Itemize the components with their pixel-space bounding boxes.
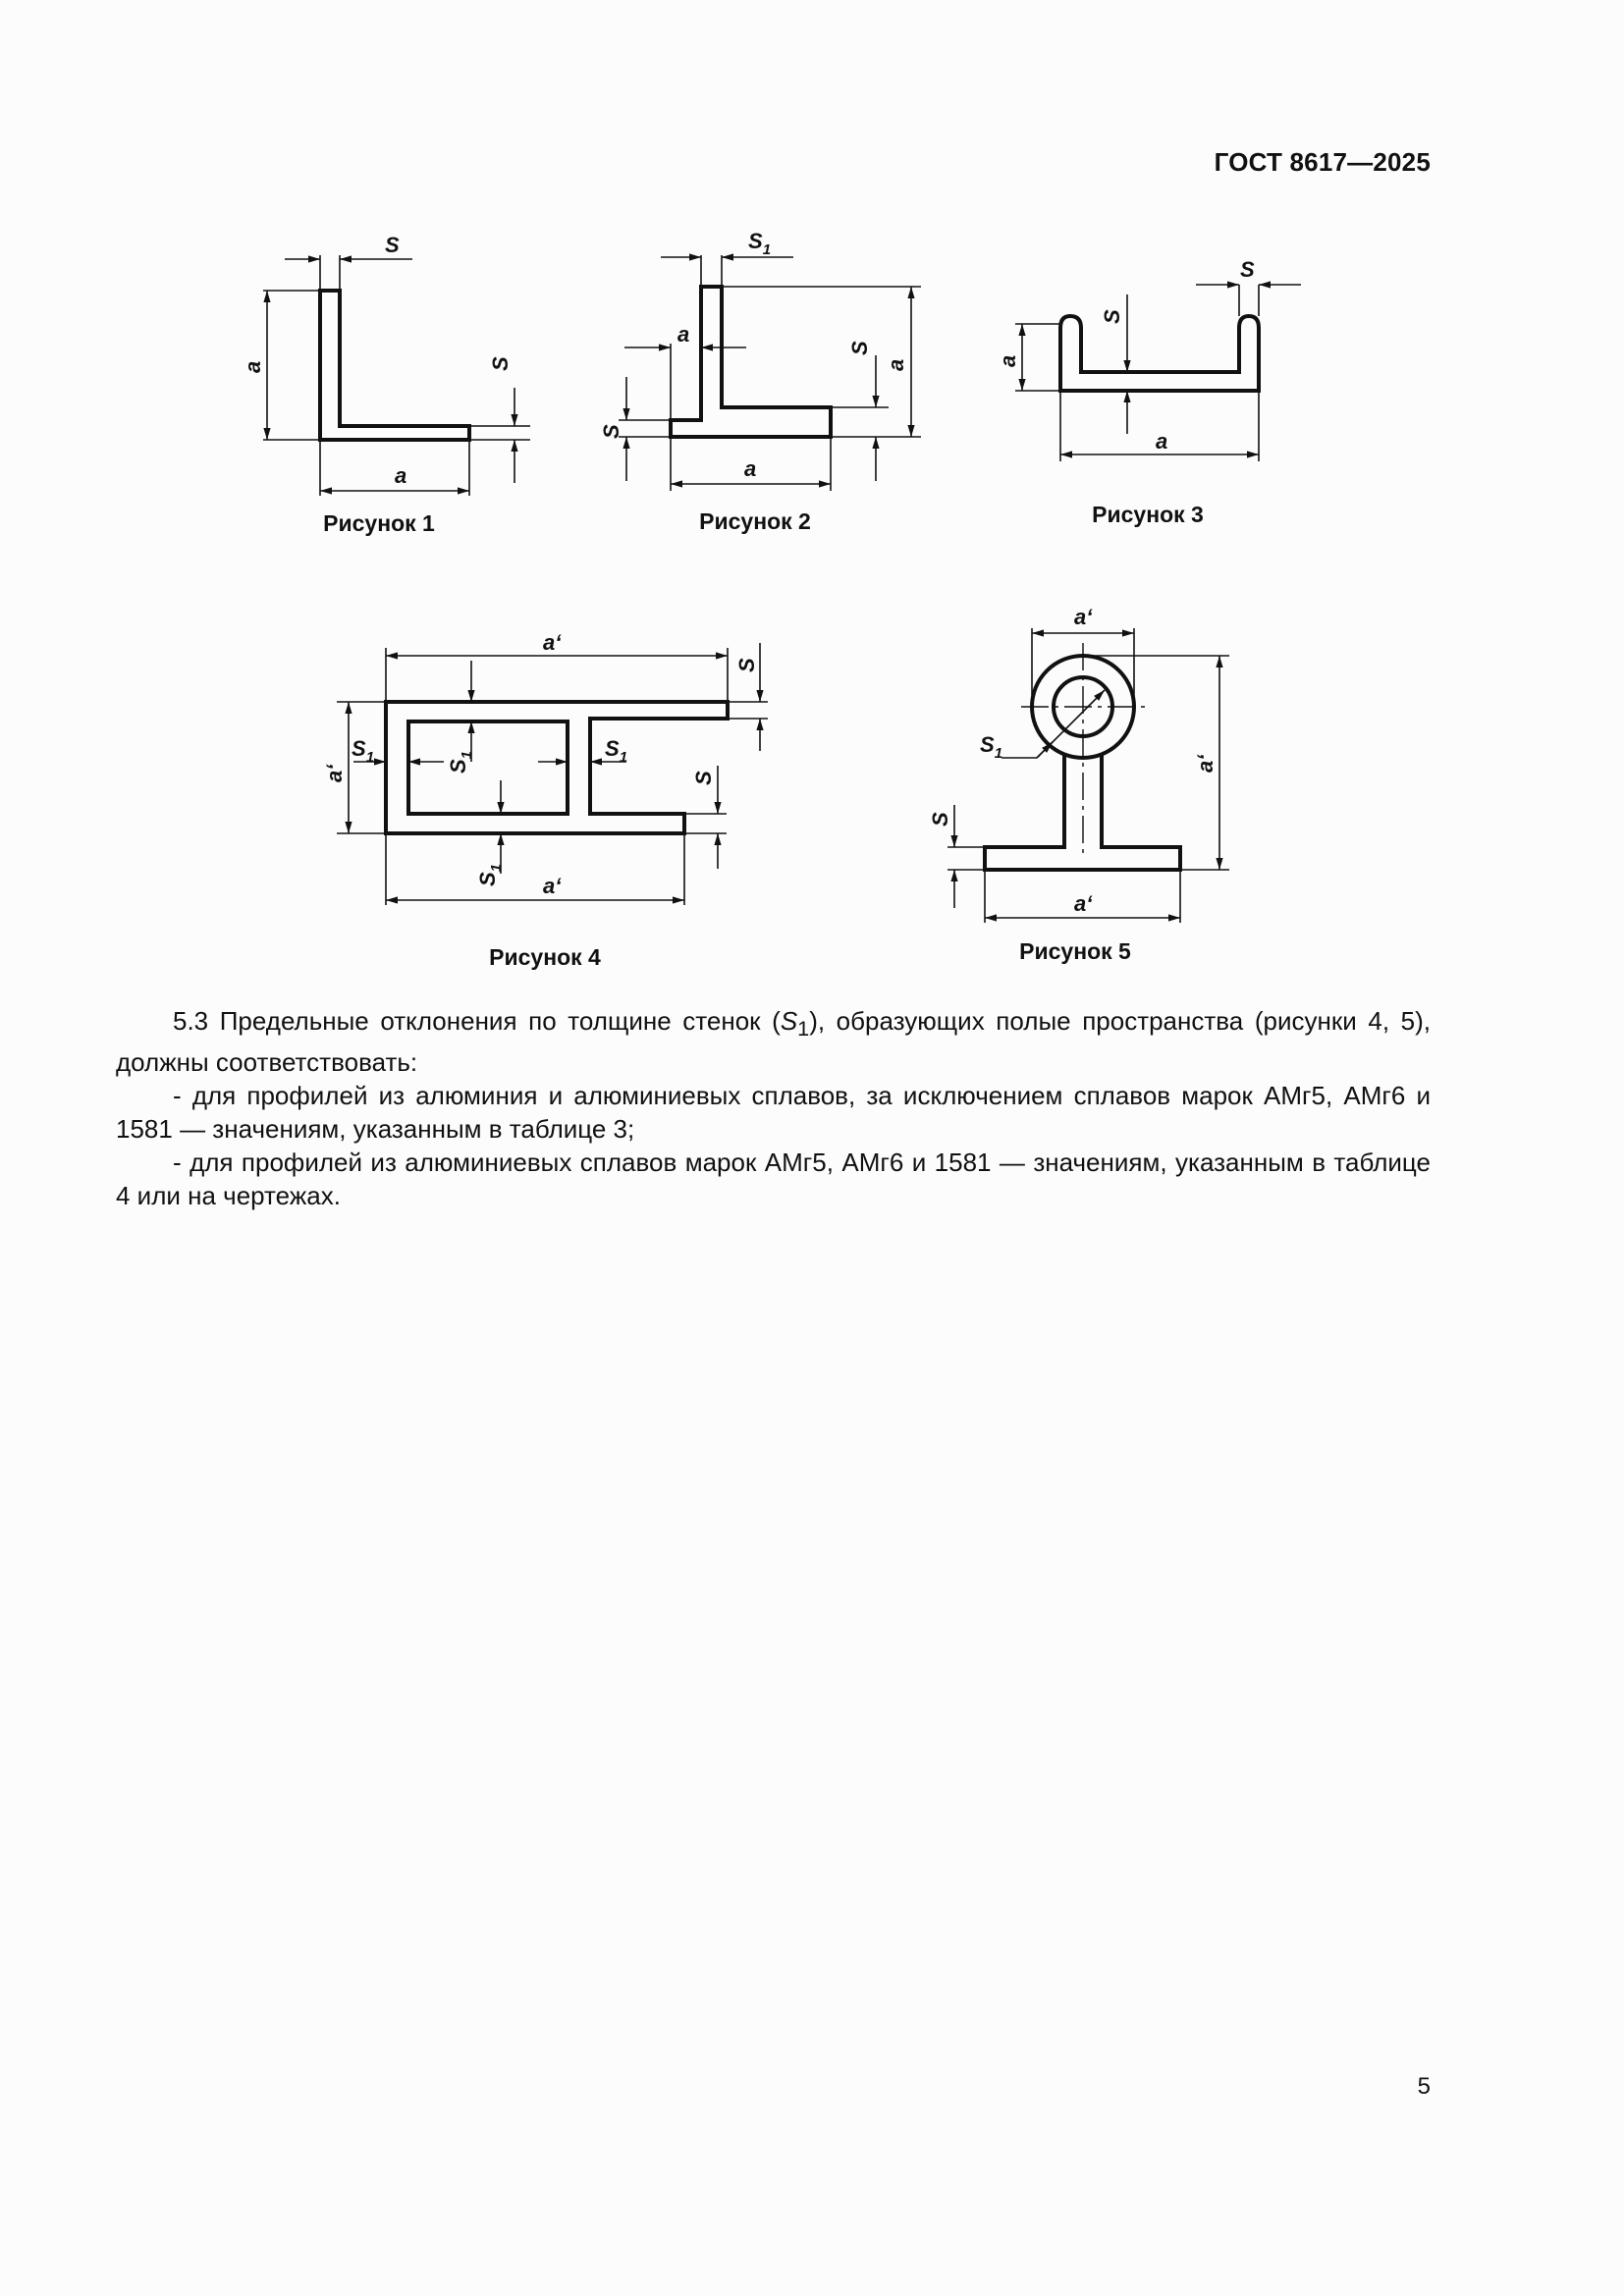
fig5-label-a-prime-right: a‘ [1193, 754, 1218, 773]
paragraph-list-item-1: - для профилей из алюминия и алюминиевых сплавов, за исключением сплавов марок АМг5, АМг6 и 1581 — значениям, указанным в таблице 3; [116, 1081, 1431, 1145]
fig4-label-s-right-bottom: S [691, 771, 716, 785]
figure-1-labels [241, 233, 513, 488]
fig4-label-a-prime-bottom: a‘ [543, 874, 562, 898]
fig4-label-s1-center: $S_1$ [605, 736, 628, 766]
fig5-label-a-prime-bottom: a‘ [1074, 891, 1093, 916]
fig2-label-a-small: a [677, 322, 690, 347]
fig4-label-s-right-top: S [734, 658, 759, 672]
figure-1-caption: Рисунок 1 [323, 510, 435, 536]
fig5-label-a-prime-top: a‘ [1074, 605, 1093, 629]
figure-2-labels [599, 229, 908, 481]
fig1-label-s-top: S [385, 233, 400, 257]
fig5-label-s-left: S [928, 812, 952, 827]
fig5-label-s1: $S_1$ [980, 732, 1003, 762]
page-number: 5 [1417, 2073, 1431, 2100]
fig4-label-a-prime-top: a‘ [543, 630, 562, 655]
fig1-label-s-right: S [488, 356, 513, 371]
fig2-label-s1-top: $S_1$ [748, 229, 772, 258]
fig2-label-a-horizontal: a [744, 456, 757, 481]
fig3-label-a-bottom: a [1156, 429, 1168, 454]
document-code: ГОСТ 8617—2025 [1214, 147, 1431, 177]
figure-4-caption: Рисунок 4 [489, 944, 601, 970]
figures-drawing [0, 0, 1624, 982]
figure-1-drawing [263, 255, 530, 496]
fig2-label-s-left: S [599, 424, 623, 439]
fig1-label-a-vertical: a [241, 360, 265, 373]
fig1-label-a-horizontal: a [395, 463, 407, 488]
fig3-label-s-top: S [1240, 257, 1255, 282]
figure-5-caption: Рисунок 5 [1019, 938, 1131, 964]
figure-2-drawing [619, 255, 921, 491]
paragraph-5-3: 5.3 Предельные отклонения по толщине стенок $(S_1)$, образующих полые пространства (рисунки 4, 5), должны соответствовать: [116, 1006, 1431, 1078]
figure-5-drawing [947, 628, 1229, 923]
figure-3-caption: Рисунок 3 [1092, 502, 1204, 527]
body-text [116, 1004, 1431, 1212]
fig4-label-a-prime-left: a‘ [322, 764, 347, 782]
figure-3-labels [996, 257, 1255, 454]
fig2-label-a-right: a [884, 358, 908, 371]
fig2-label-s-right: S [847, 341, 872, 355]
fig3-label-a-left: a [996, 354, 1020, 367]
paragraph-list-item-2: - для профилей из алюминиевых сплавов марок АМг5, АМг6 и 1581 — значениям, указанным в таблице 4 или на чертежах. [116, 1148, 1431, 1211]
fig4-label-s1-inner-vertical: $S_1$ [446, 750, 475, 774]
fig4-label-s1-bottom: $S_1$ [475, 863, 505, 886]
fig4-label-s1-left: $S_1$ [352, 736, 375, 766]
figure-2-caption: Рисунок 2 [699, 508, 811, 534]
fig3-label-s-inner: S [1100, 309, 1124, 324]
